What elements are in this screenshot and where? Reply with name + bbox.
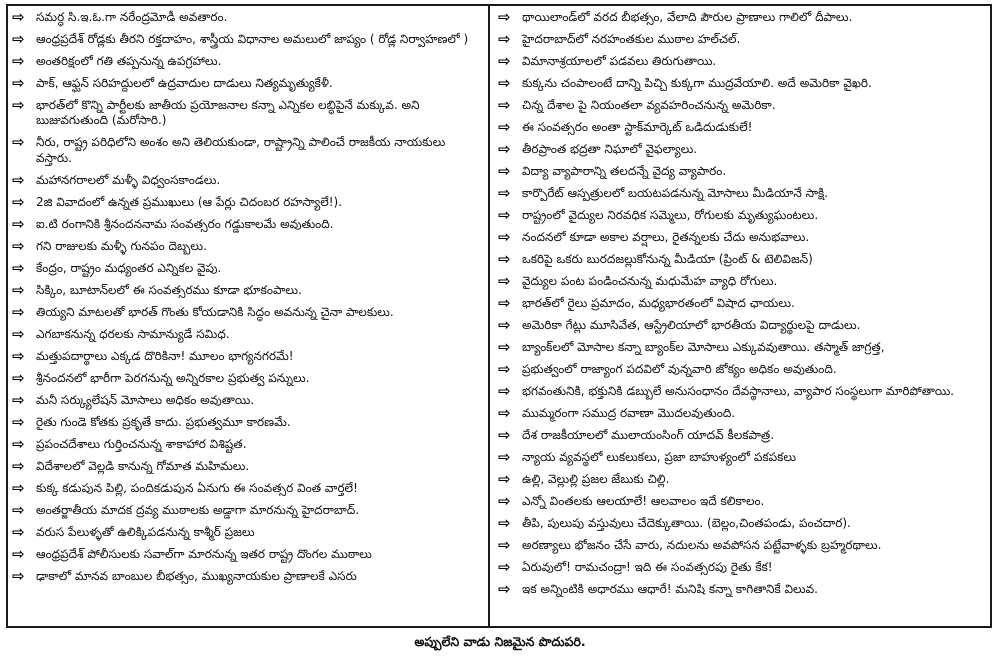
footer-proverb: అప్పులేని వాడు నిజమైన పొదుపరి.	[414, 634, 586, 649]
list-item	[12, 501, 482, 523]
list-item	[498, 404, 986, 426]
list-item	[498, 96, 986, 118]
list-item-text: ఆంధ్రప్రదేశ్ పోలీసులకు సవాల్‌గా మారనున్న ఇతర రాష్ట్ర దొంగల ముఠాలు	[36, 546, 372, 561]
arrow-icon: ⇨	[12, 456, 25, 475]
list-item	[498, 228, 986, 250]
list-item-text: వైద్యుల పంట పండించనున్న మధుమేహ వ్యాధి రోగులు.	[522, 273, 778, 288]
list-item	[12, 96, 482, 134]
list-item-text: దేశ రాజకీయాలలో ములాయంసింగ్ యాదవ్ కీలకపాత్ర.	[522, 427, 775, 442]
list-item	[498, 162, 986, 184]
list-item-text: విమానాశ్రయాలలో పడవలు తిరుగుతాయి.	[522, 53, 717, 68]
list-item-text: కేంద్రం, రాష్ట్రం మధ్యంతర ఎన్నికల వైపు.	[36, 260, 222, 275]
arrow-icon: ⇨	[498, 447, 511, 466]
list-item	[12, 74, 482, 96]
arrow-icon: ⇨	[498, 7, 511, 26]
left-column	[12, 8, 482, 624]
list-item	[12, 457, 482, 479]
arrow-icon: ⇨	[498, 249, 511, 268]
list-item	[498, 338, 986, 360]
arrow-icon: ⇨	[12, 544, 25, 563]
list-item	[12, 215, 482, 237]
list-item-text: అంతరిక్షంలో గతి తప్పనున్న ఉపగ్రహాలు.	[36, 53, 222, 68]
arrow-icon: ⇨	[498, 425, 511, 444]
list-item	[498, 250, 986, 272]
list-item	[498, 558, 986, 580]
list-item-text: నీరు, రాష్ట్ర పరిధిలోని అంశం అని తెలియకుండా, రాష్ట్రాన్ని పాలించే రాజకీయ నాయకులు వస్తారు.	[36, 135, 446, 165]
list-item-text: ఏరువులో! రామచంద్రా! ఇది ఈ సంవత్సరపు రైతు కేక!	[522, 559, 773, 574]
list-item	[12, 369, 482, 391]
list-item-text: శ్రీనందనలో భారీగా పెరగనున్న అన్నిరకాల ప్రభుత్వ పన్నులు.	[36, 370, 310, 385]
arrow-icon: ⇨	[498, 161, 511, 180]
list-item-text: న్యాయ వ్యవస్థలో లుకలుకలు, ప్రజా బాహుళ్యంలో పకపకలు	[522, 449, 797, 464]
list-item	[12, 479, 482, 501]
list-item-text: రాష్ట్రంలో వైద్యుల నిరవధిక సమ్మెలు, రోగులకు మృత్యుఘంటలు.	[522, 207, 819, 222]
arrow-icon: ⇨	[498, 117, 511, 136]
arrow-icon: ⇨	[12, 7, 25, 26]
arrow-icon: ⇨	[12, 214, 25, 233]
arrow-icon: ⇨	[12, 51, 25, 70]
list-item-text: భారత్‌లో కొన్ని పార్టీలకు జాతీయ ప్రయోజనాల కన్నా ఎన్నికల లబ్ధిపైనే మక్కువ. అని బుజువగుతుంది (మరోసారి.)	[36, 97, 420, 127]
arrow-icon: ⇨	[12, 412, 25, 431]
arrow-icon: ⇨	[498, 95, 511, 114]
column-divider	[488, 6, 490, 626]
list-item-text: భగవంతునికి, భక్తునికి డబ్బులే అనుసంధానం దేవస్థానాలు, వ్యాపార సంస్థలుగా మారిపోతాయి.	[522, 383, 955, 398]
arrow-icon: ⇨	[498, 183, 511, 202]
list-item	[498, 74, 986, 96]
list-item	[498, 316, 986, 338]
list-item-text: ఉల్లి, వెల్లుల్లి ప్రజల జేబుకు చిల్లి.	[522, 471, 670, 486]
list-item	[12, 567, 482, 589]
arrow-icon: ⇨	[12, 566, 25, 585]
list-item-text: సమర్ధ సి.ఇ.ఓ.గా నరేంద్రమోడీ అవతారం.	[36, 9, 228, 24]
arrow-icon: ⇨	[498, 337, 511, 356]
list-item	[12, 435, 482, 457]
list-item	[498, 294, 986, 316]
list-item	[12, 347, 482, 369]
list-item-text: ఇక అన్నింటికి అధారము ఆధారే! మనిషి కన్నా కాగితానికే విలువ.	[522, 581, 818, 596]
list-item	[498, 30, 986, 52]
arrow-icon: ⇨	[12, 500, 25, 519]
arrow-icon: ⇨	[12, 522, 25, 541]
list-item-text: ఢాకాలో మానవ బాంబుల బీభత్సం, ముఖ్యనాయకుల ప్రాణాలకే ఎసరు	[36, 568, 357, 583]
arrow-icon: ⇨	[12, 390, 25, 409]
list-item	[498, 448, 986, 470]
list-item-text: తీరప్రాంత భద్రతా నిఘాలో వైఫల్యాలు.	[522, 141, 698, 156]
list-item	[12, 134, 482, 172]
list-item-text: ప్రపంచదేశాలు గుర్తించనున్న శాకాహార విశిష్టత.	[36, 436, 247, 451]
list-item-text: కుక్క కడుపున పిల్లి, పందికడుపున ఏనుగు ఈ సంవత్సర వింత వార్తలే!	[36, 480, 358, 495]
list-item-text: థాయిలాండ్‌లో వరద బీభత్సం, వేలాది పౌరుల ప్రాణాలు గాలిలో దీపాలు.	[522, 9, 853, 24]
list-item	[12, 413, 482, 435]
arrow-icon: ⇨	[498, 205, 511, 224]
list-item-text: గని రాజులకు మళ్ళీ గునపం దెబ్బలు.	[36, 238, 207, 253]
list-item	[12, 259, 482, 281]
list-item-text: భారత్‌లో రైలు ప్రమాదం, మధ్యభారతంలో విషాద ఛాయలు.	[522, 295, 795, 310]
arrow-icon: ⇨	[498, 557, 511, 576]
arrow-icon: ⇨	[12, 302, 25, 321]
list-item	[12, 193, 482, 215]
arrow-icon: ⇨	[498, 535, 511, 554]
arrow-icon: ⇨	[498, 359, 511, 378]
list-item	[498, 272, 986, 294]
list-item-text: ఆంధ్రప్రదేశ్ రోడ్లకు తీరని రక్తదాహం, శాస్త్రీయ విధానాల అమలులో జాప్యం ( రోడ్ల నిర్వాహణలో )	[36, 31, 469, 46]
arrow-icon: ⇨	[498, 227, 511, 246]
list-item	[12, 8, 482, 30]
arrow-icon: ⇨	[498, 469, 511, 488]
list-item-text: ఐ.టి రంగానికి శ్రీనందననామ సంవత్సరం గడ్డుకాలమే అవుతుంది.	[36, 216, 334, 231]
arrow-icon: ⇨	[12, 192, 25, 211]
list-item-text: ఒకరిపై ఒకరు బురదజల్లుకోనున్న మీడియా (ప్రింట్ & టెలివిజన్)	[522, 251, 813, 266]
arrow-icon: ⇨	[12, 170, 25, 189]
list-item	[498, 8, 986, 30]
list-item-text: ప్రభుత్వంలో రాజ్యాంగ పదవిలో వున్నవారి జోక్యం అధికం అవుతుంది.	[522, 361, 837, 376]
arrow-icon: ⇨	[498, 403, 511, 422]
list-item	[12, 303, 482, 325]
arrow-icon: ⇨	[498, 579, 511, 598]
arrow-icon: ⇨	[498, 491, 511, 510]
list-item-text: హైదరాబాద్‌లో నరహంతకుల ముఠాల హల్‌చల్.	[522, 31, 741, 46]
list-item	[12, 30, 482, 52]
list-item-text: నందనలో కూడా అకాల వర్షాలు, రైతన్నలకు చేదు అనుభవాలు.	[522, 229, 810, 244]
arrow-icon: ⇨	[498, 271, 511, 290]
list-item	[12, 391, 482, 413]
arrow-icon: ⇨	[12, 280, 25, 299]
predictions-sheet	[6, 4, 992, 628]
arrow-icon: ⇨	[498, 381, 511, 400]
list-item-text: అమెరికా గేట్లు మూసివేత, ఆస్ట్రేలియాలో భారతీయ విద్యార్థులపై దాడులు.	[522, 317, 861, 332]
list-item-text: వరుస పేలుళ్ళతో ఉలిక్కిపడనున్న కాశ్మీర్ ప్రజలు	[36, 524, 255, 539]
list-item	[498, 206, 986, 228]
list-item-text: తీపి, పులుపు వస్తువులు చేదెక్కుతాయి. (బెల్లం,చింతపండు, పంచదార).	[522, 515, 851, 530]
arrow-icon: ⇨	[12, 95, 25, 114]
list-item	[498, 492, 986, 514]
list-item	[498, 536, 986, 558]
list-item	[498, 52, 986, 74]
arrow-icon: ⇨	[498, 51, 511, 70]
list-item	[498, 360, 986, 382]
arrow-icon: ⇨	[12, 73, 25, 92]
list-item	[498, 426, 986, 448]
arrow-icon: ⇨	[12, 478, 25, 497]
list-item-text: సిక్కిం, బూటాన్‌లలో ఈ సంవత్సరము కూడా భూకంపాలు.	[36, 282, 302, 297]
list-item	[12, 52, 482, 74]
right-column	[498, 8, 986, 624]
arrow-icon: ⇨	[12, 346, 25, 365]
list-item	[498, 514, 986, 536]
list-item-text: ఎన్నో వింతలకు ఆలయాలే! ఆలవాలం ఇదే కలికాలం.	[522, 493, 765, 508]
arrow-icon: ⇨	[12, 368, 25, 387]
arrow-icon: ⇨	[12, 434, 25, 453]
list-item-text: ఈ సంవత్సరం అంతా స్టాక్‌మార్కెట్ ఒడిదుడుకులే!	[522, 119, 753, 134]
arrow-icon: ⇨	[12, 29, 25, 48]
list-item-text: 2జి వివాదంలో ఉన్నత ప్రముఖులు (ఆ పేర్లు చిదంబర రహస్యాలే!).	[36, 194, 343, 209]
arrow-icon: ⇨	[498, 29, 511, 48]
arrow-icon: ⇨	[498, 513, 511, 532]
list-item-text: అంతర్జాతీయ మాదక ద్రవ్య ముఠాలకు అడ్డాగా మారనున్న హైదరాబాద్.	[36, 502, 360, 517]
list-item-text: కార్పొరేట్ ఆస్పత్రులలో బయటపడనున్న మోసాలు మీడియానే సాక్షి.	[522, 185, 829, 200]
list-item	[498, 470, 986, 492]
list-item	[498, 382, 986, 404]
list-item-text: విదేశాలలో వెల్లడి కానున్న గోమాత మహిమలు.	[36, 458, 250, 473]
list-item-text: పాక్, ఆఫ్ఘన్ సరిహద్దులలో ఉద్రవాదుల దాడులు నిత్యమృత్యుకేళీ.	[36, 75, 333, 90]
list-item-text: తియ్యని మాటలతో భారత్ గొంతు కోయడానికి సిద్ధం అవనున్న చైనా పాలకులు.	[36, 304, 394, 319]
list-item	[498, 140, 986, 162]
arrow-icon: ⇨	[498, 139, 511, 158]
arrow-icon: ⇨	[498, 293, 511, 312]
list-item	[498, 184, 986, 206]
list-item-text: మహానగరాలలో మళ్ళీ విధ్వంసకాండలు.	[36, 172, 221, 187]
list-item-text: మత్తుపదార్థాలు ఎక్కడ దొరికినా! మూలం భాగ్యనగరమే!	[36, 348, 294, 363]
list-item-text: బ్యాంక్‌లలో మోసాల కన్నా బ్యాంక్‌ల మోసాలు ఎక్కువవుతాయి. తస్మాత్ జాగ్రత్త,	[522, 339, 885, 354]
list-item	[12, 281, 482, 303]
list-item	[12, 523, 482, 545]
arrow-icon: ⇨	[12, 324, 25, 343]
list-item-text: మనీ సర్క్యులేషన్ మోసాలు అధికం అవుతాయి.	[36, 392, 255, 407]
list-item-text: అరణ్యాలు భోజనం చేసే వారు, నదులను అవపోసన పట్టేవాళ్ళకు బ్రహ్మరథాలు.	[522, 537, 882, 552]
arrow-icon: ⇨	[12, 236, 25, 255]
arrow-icon: ⇨	[12, 133, 25, 151]
list-item-text: ముమ్మరంగా సముద్ర రవాణా మొదలవుతుంది.	[522, 405, 736, 420]
list-item	[12, 171, 482, 193]
list-item	[498, 118, 986, 140]
list-item-text: విద్యా వ్యాపారాన్ని తలదన్నే వైద్య వ్యాపారం.	[522, 163, 727, 178]
list-item	[498, 580, 986, 602]
list-item	[12, 237, 482, 259]
arrow-icon: ⇨	[12, 258, 25, 277]
list-item-text: రైతు గుండె కోతకు ప్రకృతే కాదు. ప్రభుత్వమూ కారణమే.	[36, 414, 291, 429]
list-item-text: ఎగబాకనున్న ధరలకు సామాన్యుడే సమిధ.	[36, 326, 230, 341]
list-item-text: చిన్న దేశాల పై నియంతలా వ్యవహరించనున్న అమెరికా.	[522, 97, 776, 112]
list-item	[12, 545, 482, 567]
list-item	[12, 325, 482, 347]
arrow-icon: ⇨	[498, 315, 511, 334]
arrow-icon: ⇨	[498, 73, 511, 92]
list-item-text: కుక్కను చంపాలంటే దాన్ని పిచ్చి కుక్కగా ముద్రవేయాలి. అదే అమెరికా వైఖరి.	[522, 75, 872, 90]
